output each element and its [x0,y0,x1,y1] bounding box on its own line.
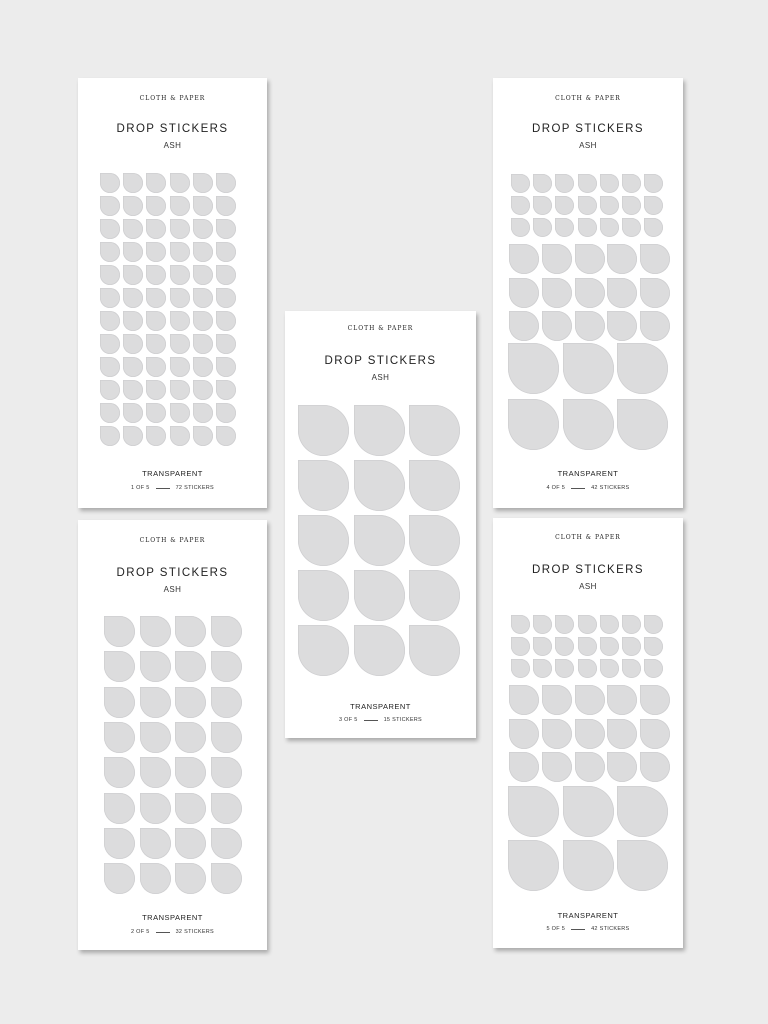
drop-sticker [193,219,213,239]
drop-sticker [511,615,530,634]
sheet-meta [78,485,267,491]
drop-sticker [575,278,605,308]
page-number: 4 OF 5 [546,485,566,491]
drop-sticker [575,752,605,782]
drop-sticker [298,405,349,456]
sheet-type: TRANSPARENT [557,469,619,478]
sheet-title: DROP STICKERS [116,567,229,579]
drop-sticker [508,399,559,450]
drop-sticker [216,288,236,308]
drop-sticker [622,196,641,215]
drop-sticker [575,311,605,341]
drop-sticker [193,288,213,308]
drop-sticker [146,403,166,423]
drop-sticker [600,637,619,656]
drop-sticker [354,515,405,566]
drop-sticker [640,685,670,715]
drop-sticker [600,196,619,215]
sheet-color: ASH [579,582,597,591]
drop-sticker [170,173,190,193]
drop-sticker [175,863,206,894]
drop-sticker [542,685,572,715]
divider [156,932,170,933]
drop-sticker [100,196,120,216]
drop-sticker [100,242,120,262]
drop-sticker [123,380,143,400]
drop-sticker [622,615,641,634]
drop-sticker [640,311,670,341]
sheet-color: ASH [371,373,390,382]
drop-sticker [170,288,190,308]
drop-sticker [511,196,530,215]
drop-sticker [555,196,574,215]
drop-sticker [409,515,460,566]
divider [156,488,170,489]
drop-sticker [211,793,242,824]
page-number: 5 OF 5 [546,926,566,932]
drop-sticker [509,311,539,341]
drop-sticker [298,625,349,676]
drop-sticker [123,288,143,308]
drop-sticker [509,244,539,274]
drop-sticker [175,828,206,859]
drop-sticker [146,357,166,377]
drop-sticker [508,343,559,394]
drop-sticker [216,334,236,354]
drop-sticker [146,242,166,262]
drop-sticker [640,244,670,274]
drop-sticker [175,616,206,647]
drop-sticker [600,615,619,634]
drop-sticker [193,242,213,262]
drop-sticker [354,460,405,511]
drop-sticker [409,625,460,676]
drop-sticker [170,357,190,377]
sheet-meta [493,485,683,491]
drop-sticker [146,426,166,446]
drop-sticker [211,828,242,859]
drop-sticker [644,659,663,678]
drop-sticker [140,722,171,753]
drop-sticker [170,219,190,239]
drop-sticker [104,863,135,894]
drop-sticker [607,278,637,308]
drop-sticker [140,793,171,824]
drop-sticker [170,426,190,446]
drop-sticker [607,719,637,749]
brand-name: CLOTH & PAPER [555,534,621,541]
drop-sticker [123,403,143,423]
sheet-color: ASH [163,585,182,594]
drop-sticker [146,380,166,400]
drop-sticker [508,786,559,837]
drop-sticker [640,719,670,749]
drop-sticker [100,288,120,308]
drop-sticker [193,357,213,377]
drop-sticker [104,793,135,824]
drop-sticker [100,173,120,193]
sticker-sheet-1 [78,78,267,508]
sheet-title: DROP STICKERS [324,355,437,367]
drop-sticker [298,570,349,621]
divider [364,720,378,721]
drop-sticker [533,659,552,678]
drop-sticker [640,752,670,782]
drop-sticker [193,173,213,193]
drop-sticker [216,219,236,239]
drop-sticker [123,334,143,354]
drop-sticker [578,659,597,678]
sticker-count: 42 STICKERS [591,485,630,491]
drop-sticker [511,218,530,237]
drop-sticker [575,244,605,274]
drop-sticker [211,757,242,788]
drop-sticker [104,722,135,753]
drop-sticker [170,311,190,331]
drop-sticker [354,570,405,621]
drop-sticker [511,174,530,193]
drop-sticker [100,380,120,400]
sticker-count: 32 STICKERS [175,929,215,935]
drop-sticker [511,659,530,678]
drop-sticker [575,685,605,715]
drop-sticker [563,840,614,891]
drop-sticker [216,426,236,446]
drop-sticker [508,840,559,891]
drop-sticker [578,218,597,237]
drop-sticker [123,196,143,216]
drop-sticker [146,173,166,193]
drop-sticker [211,722,242,753]
drop-sticker [104,757,135,788]
drop-sticker [216,357,236,377]
drop-sticker [146,311,166,331]
brand-name: CLOTH & PAPER [139,95,206,102]
drop-sticker [211,651,242,682]
drop-sticker [509,278,539,308]
drop-sticker [216,196,236,216]
drop-sticker [140,757,171,788]
drop-sticker [170,403,190,423]
drop-sticker [193,311,213,331]
drop-sticker [607,752,637,782]
drop-sticker [170,265,190,285]
drop-sticker [140,616,171,647]
drop-sticker [170,380,190,400]
page-number: 2 OF 5 [130,929,150,935]
drop-sticker [193,426,213,446]
drop-sticker [100,265,120,285]
drop-sticker [533,218,552,237]
drop-sticker [617,399,668,450]
drop-sticker [104,687,135,718]
drop-sticker [175,687,206,718]
drop-sticker [533,196,552,215]
drop-sticker [622,659,641,678]
drop-sticker [175,651,206,682]
drop-sticker [104,616,135,647]
drop-sticker [140,828,171,859]
brand-name: CLOTH & PAPER [347,325,414,332]
drop-sticker [354,405,405,456]
brand-name: CLOTH & PAPER [139,537,206,544]
sheet-type: TRANSPARENT [350,702,411,711]
drop-sticker [607,685,637,715]
drop-sticker [216,403,236,423]
sheet-title: DROP STICKERS [532,564,644,576]
drop-sticker [509,752,539,782]
drop-sticker [555,659,574,678]
drop-sticker [193,380,213,400]
sheet-color: ASH [163,141,182,150]
drop-sticker [170,334,190,354]
drop-sticker [211,863,242,894]
sticker-count: 42 STICKERS [591,926,630,932]
drop-sticker [578,615,597,634]
sticker-sheet-2 [78,520,267,950]
sheet-type: TRANSPARENT [142,469,203,478]
drop-sticker [104,828,135,859]
drop-sticker [123,357,143,377]
sticker-sheet-4 [493,78,683,508]
drop-sticker [617,786,668,837]
drop-sticker [216,311,236,331]
divider [571,929,585,930]
drop-sticker [298,515,349,566]
drop-sticker [123,242,143,262]
drop-sticker [140,687,171,718]
drop-sticker [578,174,597,193]
drop-sticker [563,343,614,394]
drop-sticker [193,265,213,285]
drop-sticker [175,793,206,824]
sticker-sheet-5 [493,518,683,948]
drop-sticker [170,196,190,216]
drop-sticker [193,196,213,216]
drop-sticker [146,196,166,216]
sticker-count: 72 STICKERS [175,485,215,491]
drop-sticker [509,719,539,749]
sheet-type: TRANSPARENT [142,913,203,922]
drop-sticker [555,615,574,634]
drop-sticker [100,403,120,423]
drop-sticker [533,615,552,634]
drop-sticker [100,426,120,446]
drop-sticker [354,625,405,676]
drop-sticker [146,219,166,239]
drop-sticker [533,174,552,193]
drop-sticker [607,244,637,274]
drop-sticker [563,786,614,837]
sheet-title: DROP STICKERS [532,123,644,135]
drop-sticker [644,174,663,193]
sheet-title: DROP STICKERS [116,123,229,135]
drop-sticker [216,265,236,285]
drop-sticker [575,719,605,749]
drop-sticker [123,311,143,331]
sheet-type: TRANSPARENT [557,911,619,920]
drop-sticker [542,311,572,341]
drop-sticker [193,403,213,423]
drop-sticker [123,265,143,285]
drop-sticker [216,380,236,400]
drop-sticker [409,405,460,456]
drop-sticker [146,334,166,354]
drop-sticker [542,278,572,308]
drop-sticker [644,196,663,215]
sheet-meta [285,717,476,723]
drop-sticker [607,311,637,341]
divider [571,488,585,489]
sheet-color: ASH [579,141,597,150]
drop-sticker [193,334,213,354]
drop-sticker [542,719,572,749]
drop-sticker [578,196,597,215]
drop-sticker [216,173,236,193]
drop-sticker [511,637,530,656]
drop-sticker [644,615,663,634]
drop-sticker [555,218,574,237]
drop-sticker [555,174,574,193]
drop-sticker [542,752,572,782]
drop-sticker [123,173,143,193]
drop-sticker [175,757,206,788]
drop-sticker [509,685,539,715]
drop-sticker [542,244,572,274]
brand-name: CLOTH & PAPER [555,95,621,102]
drop-sticker [578,637,597,656]
drop-sticker [409,570,460,621]
drop-sticker [600,218,619,237]
drop-sticker [600,174,619,193]
sticker-count: 15 STICKERS [383,717,423,723]
drop-sticker [617,343,668,394]
drop-sticker [123,219,143,239]
drop-sticker [146,288,166,308]
drop-sticker [140,863,171,894]
drop-sticker [640,278,670,308]
drop-sticker [644,218,663,237]
drop-sticker [533,637,552,656]
sheet-meta [493,926,683,932]
drop-sticker [100,357,120,377]
drop-sticker [298,460,349,511]
drop-sticker [146,265,166,285]
drop-sticker [644,637,663,656]
drop-sticker [555,637,574,656]
drop-sticker [211,616,242,647]
page-number: 1 OF 5 [130,485,150,491]
drop-sticker [216,242,236,262]
drop-sticker [563,399,614,450]
drop-sticker [104,651,135,682]
sheet-meta [78,929,267,935]
drop-sticker [170,242,190,262]
drop-sticker [100,311,120,331]
sticker-sheet-3 [285,311,476,738]
page-number: 3 OF 5 [338,717,358,723]
drop-sticker [409,460,460,511]
drop-sticker [123,426,143,446]
drop-sticker [617,840,668,891]
drop-sticker [211,687,242,718]
drop-sticker [622,174,641,193]
drop-sticker [100,334,120,354]
drop-sticker [100,219,120,239]
drop-sticker [140,651,171,682]
drop-sticker [600,659,619,678]
drop-sticker [622,637,641,656]
drop-sticker [175,722,206,753]
drop-sticker [622,218,641,237]
